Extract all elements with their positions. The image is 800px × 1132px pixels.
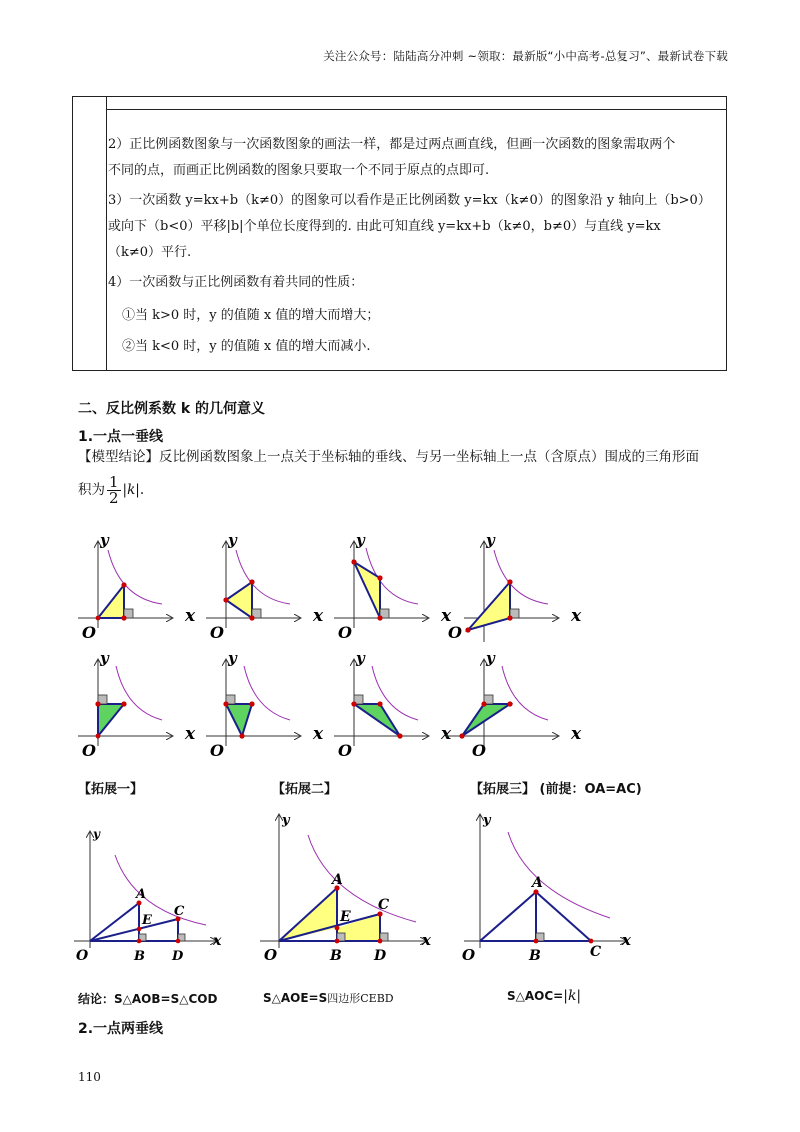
diagram-6	[206, 649, 324, 760]
conclusion-1-formula: S△AOB=S△COD	[114, 992, 218, 1006]
extension-3-diagram	[462, 813, 632, 964]
y-axis-label: y	[228, 531, 237, 549]
origin-label: O	[210, 623, 224, 642]
extension-1-diagram	[74, 827, 222, 964]
diagram-4	[448, 531, 582, 642]
origin-label: O	[338, 741, 352, 760]
area-prefix: 积为	[78, 482, 105, 498]
diagram-1	[78, 531, 196, 642]
origin-label: O	[338, 623, 352, 642]
x-axis-label: x	[185, 606, 196, 626]
conclusion-2-quad: 四边形CEBD	[327, 992, 394, 1005]
subsection-title-1: 1.一点一垂线	[78, 429, 164, 445]
point-d-label: D	[172, 949, 184, 964]
diagram-8	[446, 649, 582, 760]
period: .	[139, 482, 145, 498]
extension-diagrams	[60, 810, 660, 970]
page-header: 关注公众号：陆陆高分冲刺 ~领取：最新版“小中高考-总复习”、最新试卷下载	[323, 49, 728, 63]
property-3-line-2: 或向下（b<0）平移|b|个单位长度得到的. 由此可知直线 y=kx+b（k≠0，b≠0）与直线 y=kx	[108, 219, 661, 234]
property-4-item-2: ②当 k<0 时，y 的值随 x 值的增大而减小.	[122, 339, 371, 354]
origin-label: O	[462, 946, 476, 964]
extension-3-premise: (前提：OA=AC)	[539, 782, 642, 797]
diagram-7	[334, 649, 452, 760]
point-e-label: E	[142, 913, 152, 928]
x-axis-label: x	[622, 931, 631, 949]
x-axis-label: x	[571, 606, 582, 626]
point-a-label: A	[332, 872, 343, 888]
property-2	[108, 132, 728, 184]
x-axis-label: x	[571, 724, 582, 744]
origin-label: O	[472, 741, 486, 760]
conclusion-3-abs-k: |k|	[563, 988, 582, 1004]
subsection-title-2: 2.一点两垂线	[78, 1021, 164, 1037]
point-c-label: C	[378, 897, 390, 913]
x-axis-label: x	[422, 931, 431, 949]
y-axis-label: y	[486, 649, 495, 667]
y-axis-label: y	[282, 813, 290, 828]
y-axis-label: y	[483, 813, 491, 828]
point-c-label: C	[174, 904, 185, 919]
origin-label: O	[448, 623, 462, 642]
property-3-line-1: 3）一次函数 y=kx+b（k≠0）的图象可以看作是正比例函数 y=kx（k≠0）的图象沿 y 轴向上（b>0）	[108, 193, 711, 208]
origin-label: O	[82, 741, 96, 760]
diagram-3	[334, 531, 452, 642]
fraction-numerator: 1	[109, 473, 119, 491]
model-conclusion-line-2	[78, 475, 144, 506]
property-4-line-1: 4）一次函数与正比例函数有着共同的性质：	[108, 275, 364, 290]
y-axis-label: y	[228, 649, 237, 667]
y-axis-label: y	[100, 649, 109, 667]
diagram-2	[206, 531, 324, 642]
x-axis-label: x	[441, 724, 452, 744]
property-2-line-2: 不同的点，而画正比例函数的图象只要取一个不同于原点的点即可.	[108, 163, 490, 178]
property-3-line-3: （k≠0）平行.	[108, 245, 192, 260]
property-4-item-1: ①当 k>0 时，y 的值随 x 值的增大而增大；	[122, 308, 380, 323]
model-conclusion-line-1: 【模型结论】反比例函数图象上一点关于坐标轴的垂线、与另一坐标轴上一点（含原点）围成的三角形面	[78, 449, 699, 465]
origin-label: O	[82, 623, 96, 642]
extension-1-title: 【拓展一】	[78, 782, 144, 797]
y-axis-label: y	[100, 531, 109, 549]
x-axis-label: x	[441, 606, 452, 626]
extension-2-diagram	[260, 813, 432, 964]
page-number: 110	[78, 1070, 101, 1084]
origin-label: O	[76, 948, 89, 964]
x-axis-label: x	[213, 933, 222, 949]
section-title: 二、反比例系数 k 的几何意义	[78, 401, 266, 417]
conclusion-1	[78, 990, 217, 1007]
y-axis-label: y	[356, 531, 365, 549]
conclusion-3	[507, 988, 581, 1004]
point-b-label: B	[134, 949, 145, 964]
origin-label: O	[210, 741, 224, 760]
diagram-5	[78, 649, 196, 760]
y-axis-label: y	[486, 531, 495, 549]
fraction-one-half	[107, 475, 121, 506]
model-diagrams	[60, 520, 620, 760]
x-axis-label: x	[313, 606, 324, 626]
conclusion-label: 结论：	[78, 992, 115, 1006]
box-column-divider	[106, 97, 107, 370]
point-c-label: C	[590, 944, 602, 960]
point-b-label: B	[330, 948, 342, 964]
abs-k: |k|	[122, 482, 140, 498]
point-a-label: A	[532, 875, 543, 891]
point-a-label: A	[136, 887, 147, 902]
property-2-line-1: 2）正比例函数图象与一次函数图象的画法一样，都是过两点画直线，但画一次函数的图象需取两个	[108, 137, 676, 152]
fraction-denominator: 2	[109, 489, 119, 507]
property-4	[108, 270, 728, 296]
extension-3-label: 【拓展三】	[470, 782, 536, 797]
x-axis-label: x	[185, 724, 196, 744]
point-b-label: B	[529, 948, 541, 964]
conclusion-2	[263, 990, 394, 1006]
conclusion-3-formula: S△AOC=	[507, 989, 564, 1003]
extension-2-title: 【拓展二】	[272, 782, 338, 797]
model-conclusion	[78, 442, 738, 472]
property-3	[108, 188, 728, 266]
point-e-label: E	[340, 909, 351, 925]
x-axis-label: x	[313, 724, 324, 744]
box-top-rule	[106, 109, 726, 110]
y-axis-label: y	[356, 649, 365, 667]
conclusion-2-formula: S△AOE=S	[263, 991, 328, 1005]
extension-3-title	[470, 778, 642, 797]
origin-label: O	[264, 946, 278, 964]
y-axis-label: y	[93, 827, 100, 841]
point-d-label: D	[374, 948, 387, 964]
